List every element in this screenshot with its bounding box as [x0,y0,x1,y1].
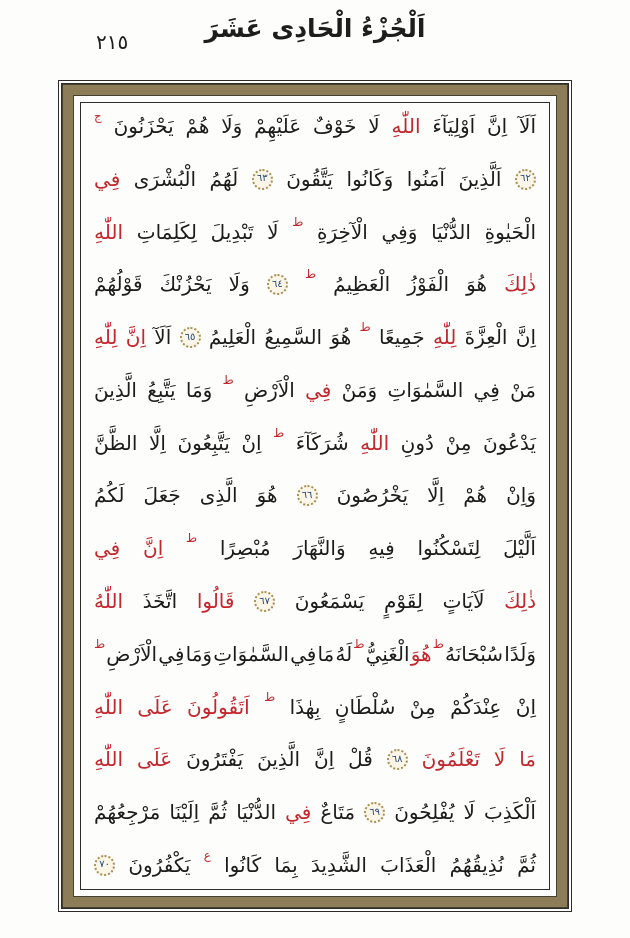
quran-word: عَلَيْهِمْ [254,114,302,138]
quran-word: اَلْكَذِبَ [483,800,536,825]
quran-word: تَبْدِيلَ [210,219,254,244]
quran-word: اَلَّيْلَ [503,536,536,561]
verse-number: ٦٤ [271,278,283,290]
waqf-pause-mark: ط [94,636,106,651]
quran-line [94,267,536,298]
quran-word: آمَنُوا [406,166,445,191]
quran-line [94,372,536,404]
quran-word: الَّذِى [199,483,238,508]
verse-number: ٦٢ [520,173,531,185]
quran-word: فِي [285,800,312,825]
quran-word: اللّٰهِ [391,114,421,138]
waqf-pause-mark: ط [304,267,317,282]
quran-word: يَتَّقُونَ [286,166,333,191]
quran-word: لَهُمُ [209,166,239,191]
verse-number: ٦٣ [256,173,268,185]
waqf-pause-mark: ط [222,372,234,387]
quran-word: وَاِنْ [506,483,536,508]
quran-word: اللّٰهِ [94,219,124,244]
quran-word: السَّمٰوَاتِ [387,377,464,402]
quran-word: يَسْمَعُونَ [294,589,365,614]
quran-word: عِنْدَكُمْ [450,694,502,719]
quran-word: يَفْتَرُونَ [186,747,244,772]
waqf-pause-mark: ط [186,531,198,546]
quran-word: اَلَّذِينَ [458,166,502,191]
quran-word: يَتَّبِعُ [147,377,176,402]
verse-number: ٦٥ [184,331,196,343]
quran-word: وَمَا [185,641,213,666]
quran-word: اَلَآ [154,325,172,350]
quran-word: الْعَذَابَ [380,852,437,877]
quran-word: الْفَوْزُ [407,272,450,297]
quran-line [94,531,536,562]
quran-word: لَهُ [335,641,353,666]
quran-word: فِي [290,641,317,666]
quran-word: مِنْ [445,430,472,455]
quran-word: اللّٰهِ [360,430,390,455]
quran-word: الدُّنْيَا [431,219,471,244]
quran-word: لَا [368,114,380,138]
quran-word: يَحْزَنُونَ [113,114,174,138]
verse-number-medallion [297,485,318,506]
quran-word: لَا [267,219,279,244]
quran-word: اللّٰهِ [94,694,124,719]
quran-word: السَّمٰوَاتِ [213,641,289,666]
quran-word: اِنْ [515,694,536,719]
quran-word: هُوَ [330,325,352,350]
verse-number-medallion [387,749,408,770]
quran-word: فِي [94,166,121,191]
quran-word: الْغَنِيُّ [365,641,410,666]
quran-word: لِكَلِمَاتِ [136,219,197,244]
quran-word: تَعْلَمُونَ [421,747,480,772]
quran-word: قَالُوا [196,589,235,614]
quran-word: وَالنَّهَارَ [293,536,346,561]
quran-word: لِلّٰهِ [94,325,118,350]
quran-word: لَا [463,800,475,825]
quran-word: بِهٰذَا [289,694,321,719]
quran-word: مُبْصِرًا [219,536,271,561]
quran-word: نُذِيقُهُمُ [449,852,504,877]
quran-word: الْعَظِيمُ [333,272,391,297]
quran-word: فِي [473,377,500,402]
quran-word: فِي [94,536,121,561]
quran-word: الْاَرْضِ [243,377,295,402]
quran-word: يَكْفُرُونَ [128,852,191,877]
quran-word: فِي [158,641,185,666]
quran-word: لِقَوْمٍ [384,589,423,614]
quran-word: وَلَا [221,114,243,138]
quran-word: الدُّنْيَا [236,800,277,825]
waqf-pause-mark: ط [432,636,444,651]
verse-number: ٦٦ [301,489,313,501]
quran-word: اَتَقُولُونَ [187,694,250,719]
quran-word: اِنَّ [125,325,147,350]
verse-number-medallion [94,855,115,876]
quran-word: اِنَّ [143,536,164,561]
verse-number-medallion [515,169,536,190]
quran-word: اِنْ [241,430,262,455]
quran-word: لَا [493,747,506,772]
quran-word: قُلْ [348,747,373,772]
page-border-frame [58,80,572,912]
quran-word: اَوْلِيَآءَ [432,114,476,138]
quran-word: اِنَّ [486,114,508,138]
quran-word: الْعِزَّةَ [464,325,508,350]
quran-word: بِمَا [274,852,298,877]
juz-header-title: اَلْجُزْءُ الْحَادِى عَشَرَ [204,14,426,43]
quran-word: وَكَانُوا [346,166,394,191]
quran-word: ذٰلِكَ [504,272,536,297]
quran-word: يُفْلِحُونَ [394,800,455,825]
verse-number-medallion [267,274,288,295]
quran-word: يَتَّبِعُونَ [177,430,230,455]
quran-word: هُمْ [463,483,488,508]
quran-word: ثُمَّ [517,852,536,877]
quran-word: الْبُشْرَى [133,166,197,191]
quran-word: اللّٰهُ [94,589,123,614]
page-number: ٢١٥ [96,30,129,54]
quran-word: وَفِي [381,219,418,244]
quran-word: كَانُوا [224,852,262,877]
quran-word: هُمْ [185,114,210,138]
quran-word: وَلَا [228,272,250,297]
waqf-pause-mark: ط [353,636,365,651]
quran-word: الْآخِرَةِ [317,219,368,244]
quran-word: اِلَّا [148,430,166,455]
quran-word: عَلَى [137,694,173,719]
quran-word: اِلَيْنَا [169,800,200,825]
quran-word: دُونِ [400,430,434,455]
border-ornament-band [62,84,568,908]
quran-word: فِي [305,377,332,402]
quran-line [94,214,536,246]
verse-number: ٦٩ [369,806,381,818]
quran-word: الْاَرْضِ [106,641,158,666]
quran-word: اِنَّ [515,325,536,350]
quran-word: يَحْزُنْكَ [159,272,212,297]
quran-word: جَعَلَ [143,483,181,508]
quran-word: اِنَّ [313,747,335,772]
quran-word: اتَّخَذَ [142,589,178,614]
border-inner-line [61,83,569,909]
quran-word: مَا [317,641,335,666]
quran-word: وَلَدًا [504,641,536,666]
quran-word: شُرَكَآءَ [295,430,349,455]
quran-word: لِتَسْكُنُوا [417,536,481,561]
quran-word: فِيهِ [368,536,395,561]
quran-word: الْعَلِيمُ [208,325,257,350]
quran-word: عَلَى [136,747,173,772]
quran-word: الشَّدِيدَ [310,852,367,877]
quran-word: مَرْجِعُهُمْ [94,800,161,825]
waqf-pause-mark: ط [273,425,285,440]
quran-word: يَدْعُونَ [482,430,536,455]
quran-word: لَكُمُ [94,483,125,508]
text-border-line [80,102,550,890]
quran-word: لِلّٰهِ [432,325,457,350]
quran-line [94,482,536,509]
verse-number-medallion [254,591,275,612]
quran-word: مَنْ [510,377,536,402]
quran-word: الظَّنَّ [94,430,138,455]
quran-word: ذٰلِكَ [504,589,536,614]
quran-word: خَوْفٌ [313,114,357,138]
border-white-margin [73,95,557,897]
quran-word: سُلْطَانٍ [334,694,396,719]
quran-line [94,320,536,351]
quran-word: الْحَيٰوةِ [484,219,536,244]
verse-number: ٦٧ [259,595,270,607]
quran-text-area [94,109,536,879]
quran-line [94,847,536,879]
quran-word: جَمِيعًا [378,325,425,350]
verse-number: ٧٠ [99,859,110,871]
quran-word: يَخْرُصُونَ [336,483,409,508]
quran-word: اِلَّا [427,483,445,508]
verse-number-medallion [180,327,201,348]
verse-number: ٦٨ [391,753,403,765]
quran-word: هُوَ [410,641,432,666]
quran-word: قَوْلُهُمْ [94,272,143,297]
quran-line [94,746,536,773]
quran-word: الَّذِينَ [94,377,137,402]
quran-word: وَمَا [185,377,213,402]
quran-line [94,425,536,457]
quran-word: ثُمَّ [208,800,228,825]
quran-line [94,109,536,140]
quran-word: سُبْحَانَهُ [444,641,504,666]
quran-line [94,588,536,615]
waqf-pause-mark: ط [264,689,276,704]
quran-line [94,799,536,826]
quran-word: السَّمِيعُ [264,325,323,350]
waqf-pause-mark: ج [94,109,102,123]
quran-line [94,166,536,193]
quran-word: مَا [519,747,536,772]
quran-word: الَّذِينَ [257,747,301,772]
quran-word: مَتَاعٌ [320,800,356,825]
quran-line [94,636,536,668]
quran-word: اللّٰهِ [94,747,124,772]
quran-word: مِنْ [409,694,436,719]
waqf-pause-mark: ط [292,214,304,229]
verse-number-medallion [364,802,385,823]
quran-word: لَآيَاتٍ [442,589,485,614]
quran-word: اَلَآ [519,114,536,138]
quran-line [94,689,536,721]
quran-word: وَمَنْ [341,377,378,402]
quran-word: هُوَ [466,272,488,297]
waqf-pause-mark: ط [359,320,371,335]
quran-word: هُوَ [256,483,278,508]
waqf-pause-mark: ع [203,847,211,862]
verse-number-medallion [252,169,273,190]
